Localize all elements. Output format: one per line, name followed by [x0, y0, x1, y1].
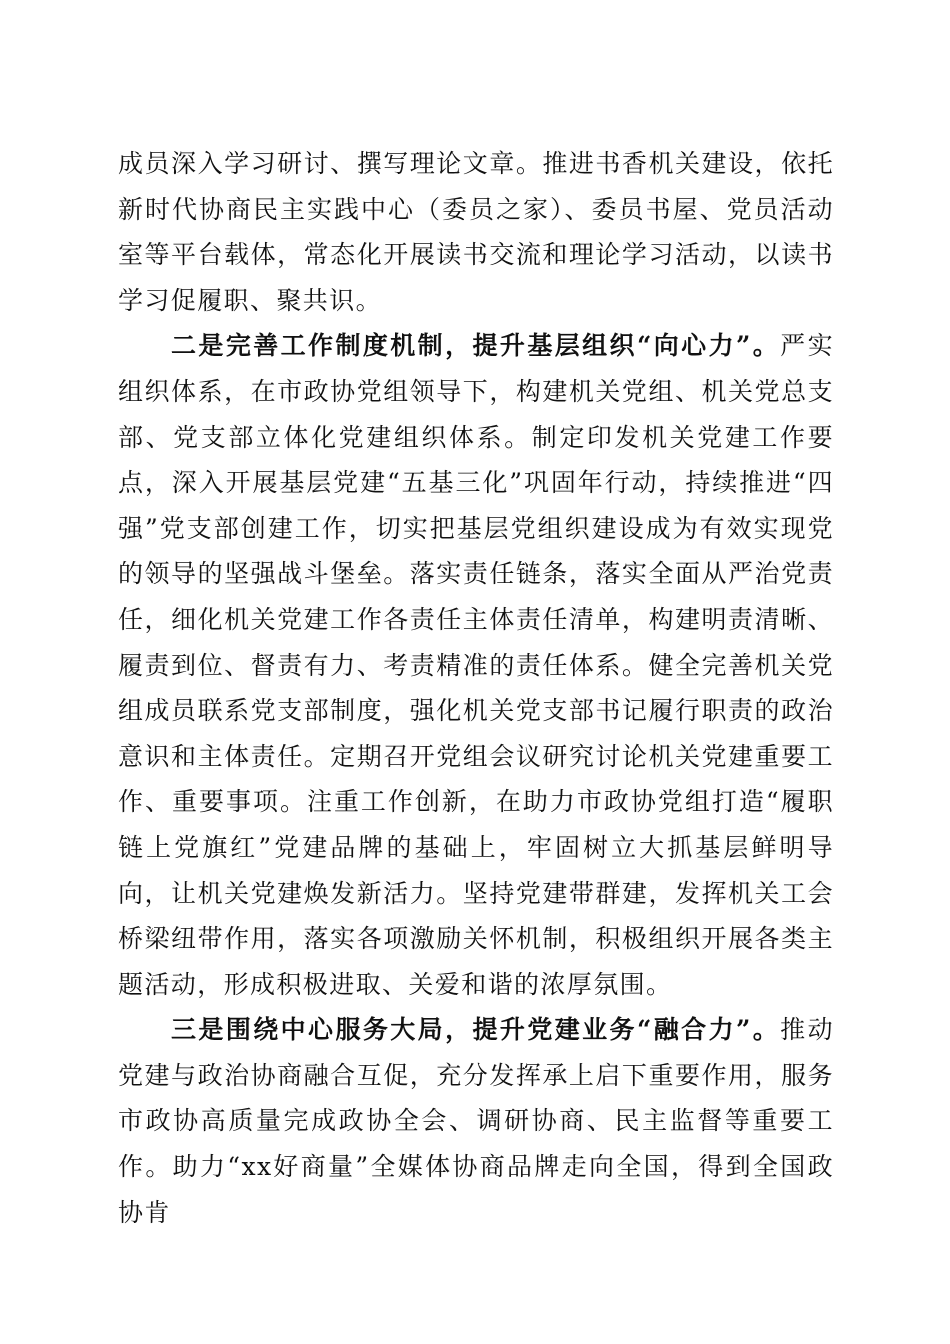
- paragraph-3-heading: 三是围绕中心服务大局，提升党建业务“融合力”。: [171, 1015, 781, 1045]
- paragraph-3-text: 推动党建与政治协商融合互促，充分发挥承上启下重要作用，服务市政协高质量完成政协全会、调研协商、民主监督等重要工作。助力“xx好商量”全媒体协商品牌走向全国，得到全国政协肯: [118, 1015, 834, 1227]
- paragraph-2-heading: 二是完善工作制度机制，提升基层组织“向心力”。: [171, 331, 781, 361]
- document-body: [118, 141, 834, 1235]
- paragraph-2-text: 严实组织体系，在市政协党组领导下，构建机关党组、机关党总支部、党支部立体化党建组织体系。制定印发机关党建工作要点，深入开展基层党建“五基三化”巩固年行动，持续推进“四强”党支部创建工作，切实把基层党组织建设成为有效实现党的领导的坚强战斗堡垒。落实责任链条，落实全面从严治党责任，细化机关党建工作各责任主体责任清单，构建明责清晰、履责到位、督责有力、考责精准的责任体系。健全完善机关党组成员联系党支部制度，强化机关党支部书记履行职责的政治意识和主体责任。定期召开党组会议研究讨论机关党建重要工作、重要事项。注重工作创新，在助力市政协党组打造“履职链上党旗红”党建品牌的基础上，牢固树立大抓基层鲜明导向，让机关党建焕发新活力。坚持党建带群建，发挥机关工会桥梁纽带作用，落实各项激励关怀机制，积极组织开展各类主题活动，形成积极进取、关爱和谐的浓厚氛围。: [118, 331, 834, 999]
- paragraph-2: [118, 323, 834, 1007]
- paragraph-1: [118, 141, 834, 323]
- paragraph-1-text: 成员深入学习研讨、撰写理论文章。推进书香机关建设，依托新时代协商民主实践中心（委员之家）、委员书屋、党员活动室等平台载体，常态化开展读书交流和理论学习活动，以读书学习促履职、聚共识。: [118, 149, 834, 315]
- paragraph-3: [118, 1007, 834, 1235]
